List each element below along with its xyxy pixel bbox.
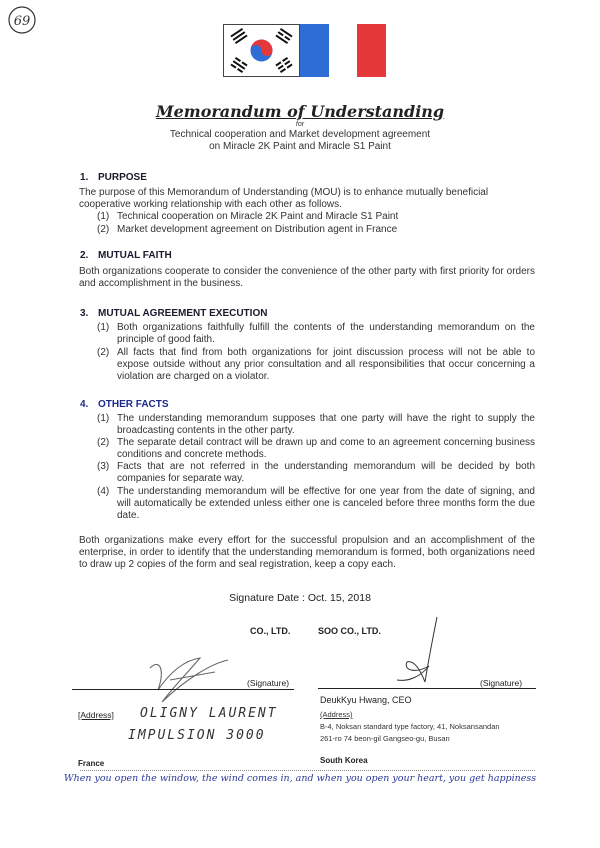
list-item: (2) The separate detail contract will be drawn up and come to an agreement concerning business conditions and concrete methods. [97,437,535,461]
page-number-stamp [6,4,38,36]
mutual-faith-paragraph: Both organizations cooperate to consider the convenience of the other party with first priority for orders and accomplishment in the business. [79,266,535,290]
right-address-line-2: 261-ro 74 beon-gil Gangseo-gu, Busan [320,734,450,743]
right-country: South Korea [320,756,368,765]
right-address-label: (Address) [320,710,353,719]
right-signature-label: (Signature) [480,678,523,688]
list-item: (1) The understanding memorandum supposes that one party will have the right to supply the broadcasting contents in the other party. [97,413,535,437]
left-signature-line [72,689,294,690]
list-item: (2) Market development agreement on Distribution agent in France [97,224,398,235]
document-subtitle [0,129,600,153]
purpose-paragraph: The purpose of this Memorandum of Understanding (MOU) is to enhance mutually beneficial cooperative working relationship with each other as follows. [79,187,489,211]
section-heading-mutual-agreement: 3. MUTUAL AGREEMENT EXECUTION [80,308,268,319]
right-signer-name: DeukKyu Hwang, CEO [320,695,412,705]
right-address-line-1: B-4, Noksan standard type factory, 41, Noksansandan [320,722,500,731]
list-item: (2) All facts that find from both organizations for joint discussion process will not be able to expose outside without any prior consultation and all responsibilities that occur concerning a violation are charged on a violator. [97,347,535,383]
left-signature-label: (Signature) [247,678,290,688]
closing-paragraph: Both organizations make every effort for the successful propulsion and an accomplishment of the enterprise, in order to identify that the understanding memorandum is formed, both organizations need to draw up 2 copies of the form and seal registration, keep a copy each. [79,535,535,571]
stamp-text: 69 [13,14,31,29]
right-company-name: SOO CO., LTD. [318,626,381,636]
list-item: (3) Facts that are not referred in the understanding memorandum will be decided by both companies for separate way. [97,461,535,485]
title-for: for [295,121,305,128]
france-flag-icon [300,24,386,77]
list-item: (1) Technical cooperation on Miracle 2K Paint and Miracle S1 Paint [97,211,399,222]
left-handwritten-name: OLIGNY LAURENT [140,706,278,721]
left-country: France [78,759,105,768]
left-address-label: [Address] [78,710,114,720]
list-item: (1) Both organizations faithfully fulfill the contents of the understanding memorandum on the principle of good faith. [97,322,535,346]
left-handwritten-signature [130,650,240,710]
section-heading-other-facts: 4. OTHER FACTS [80,399,169,410]
section-heading-purpose: 1. PURPOSE [80,172,147,183]
left-company-name: CO., LTD. [250,626,291,636]
right-signature-line [318,688,536,689]
footer-divider [80,770,535,771]
subtitle-line-1: Technical cooperation and Market development agreement [169,129,431,140]
subtitle-line-2: on Miracle 2K Paint and Miracle S1 Paint [209,141,391,152]
footer-motto: When you open the window, the wind comes in, and when you open your heart, you get happiness [63,773,537,784]
list-item: (4) The understanding memorandum will be effective for one year from the date of signing, and will automatically be extended unless either one is canceled before three months form the due date. [97,486,535,522]
signature-date: Signature Date : Oct. 15, 2018 [229,592,371,604]
korea-flag-icon [223,24,300,77]
left-handwritten-company: IMPULSION 3000 [128,728,266,743]
section-heading-mutual-faith: 2. MUTUAL FAITH [80,250,172,261]
document-title: Memorandum of Understanding [155,102,445,121]
right-handwritten-signature [385,612,455,692]
